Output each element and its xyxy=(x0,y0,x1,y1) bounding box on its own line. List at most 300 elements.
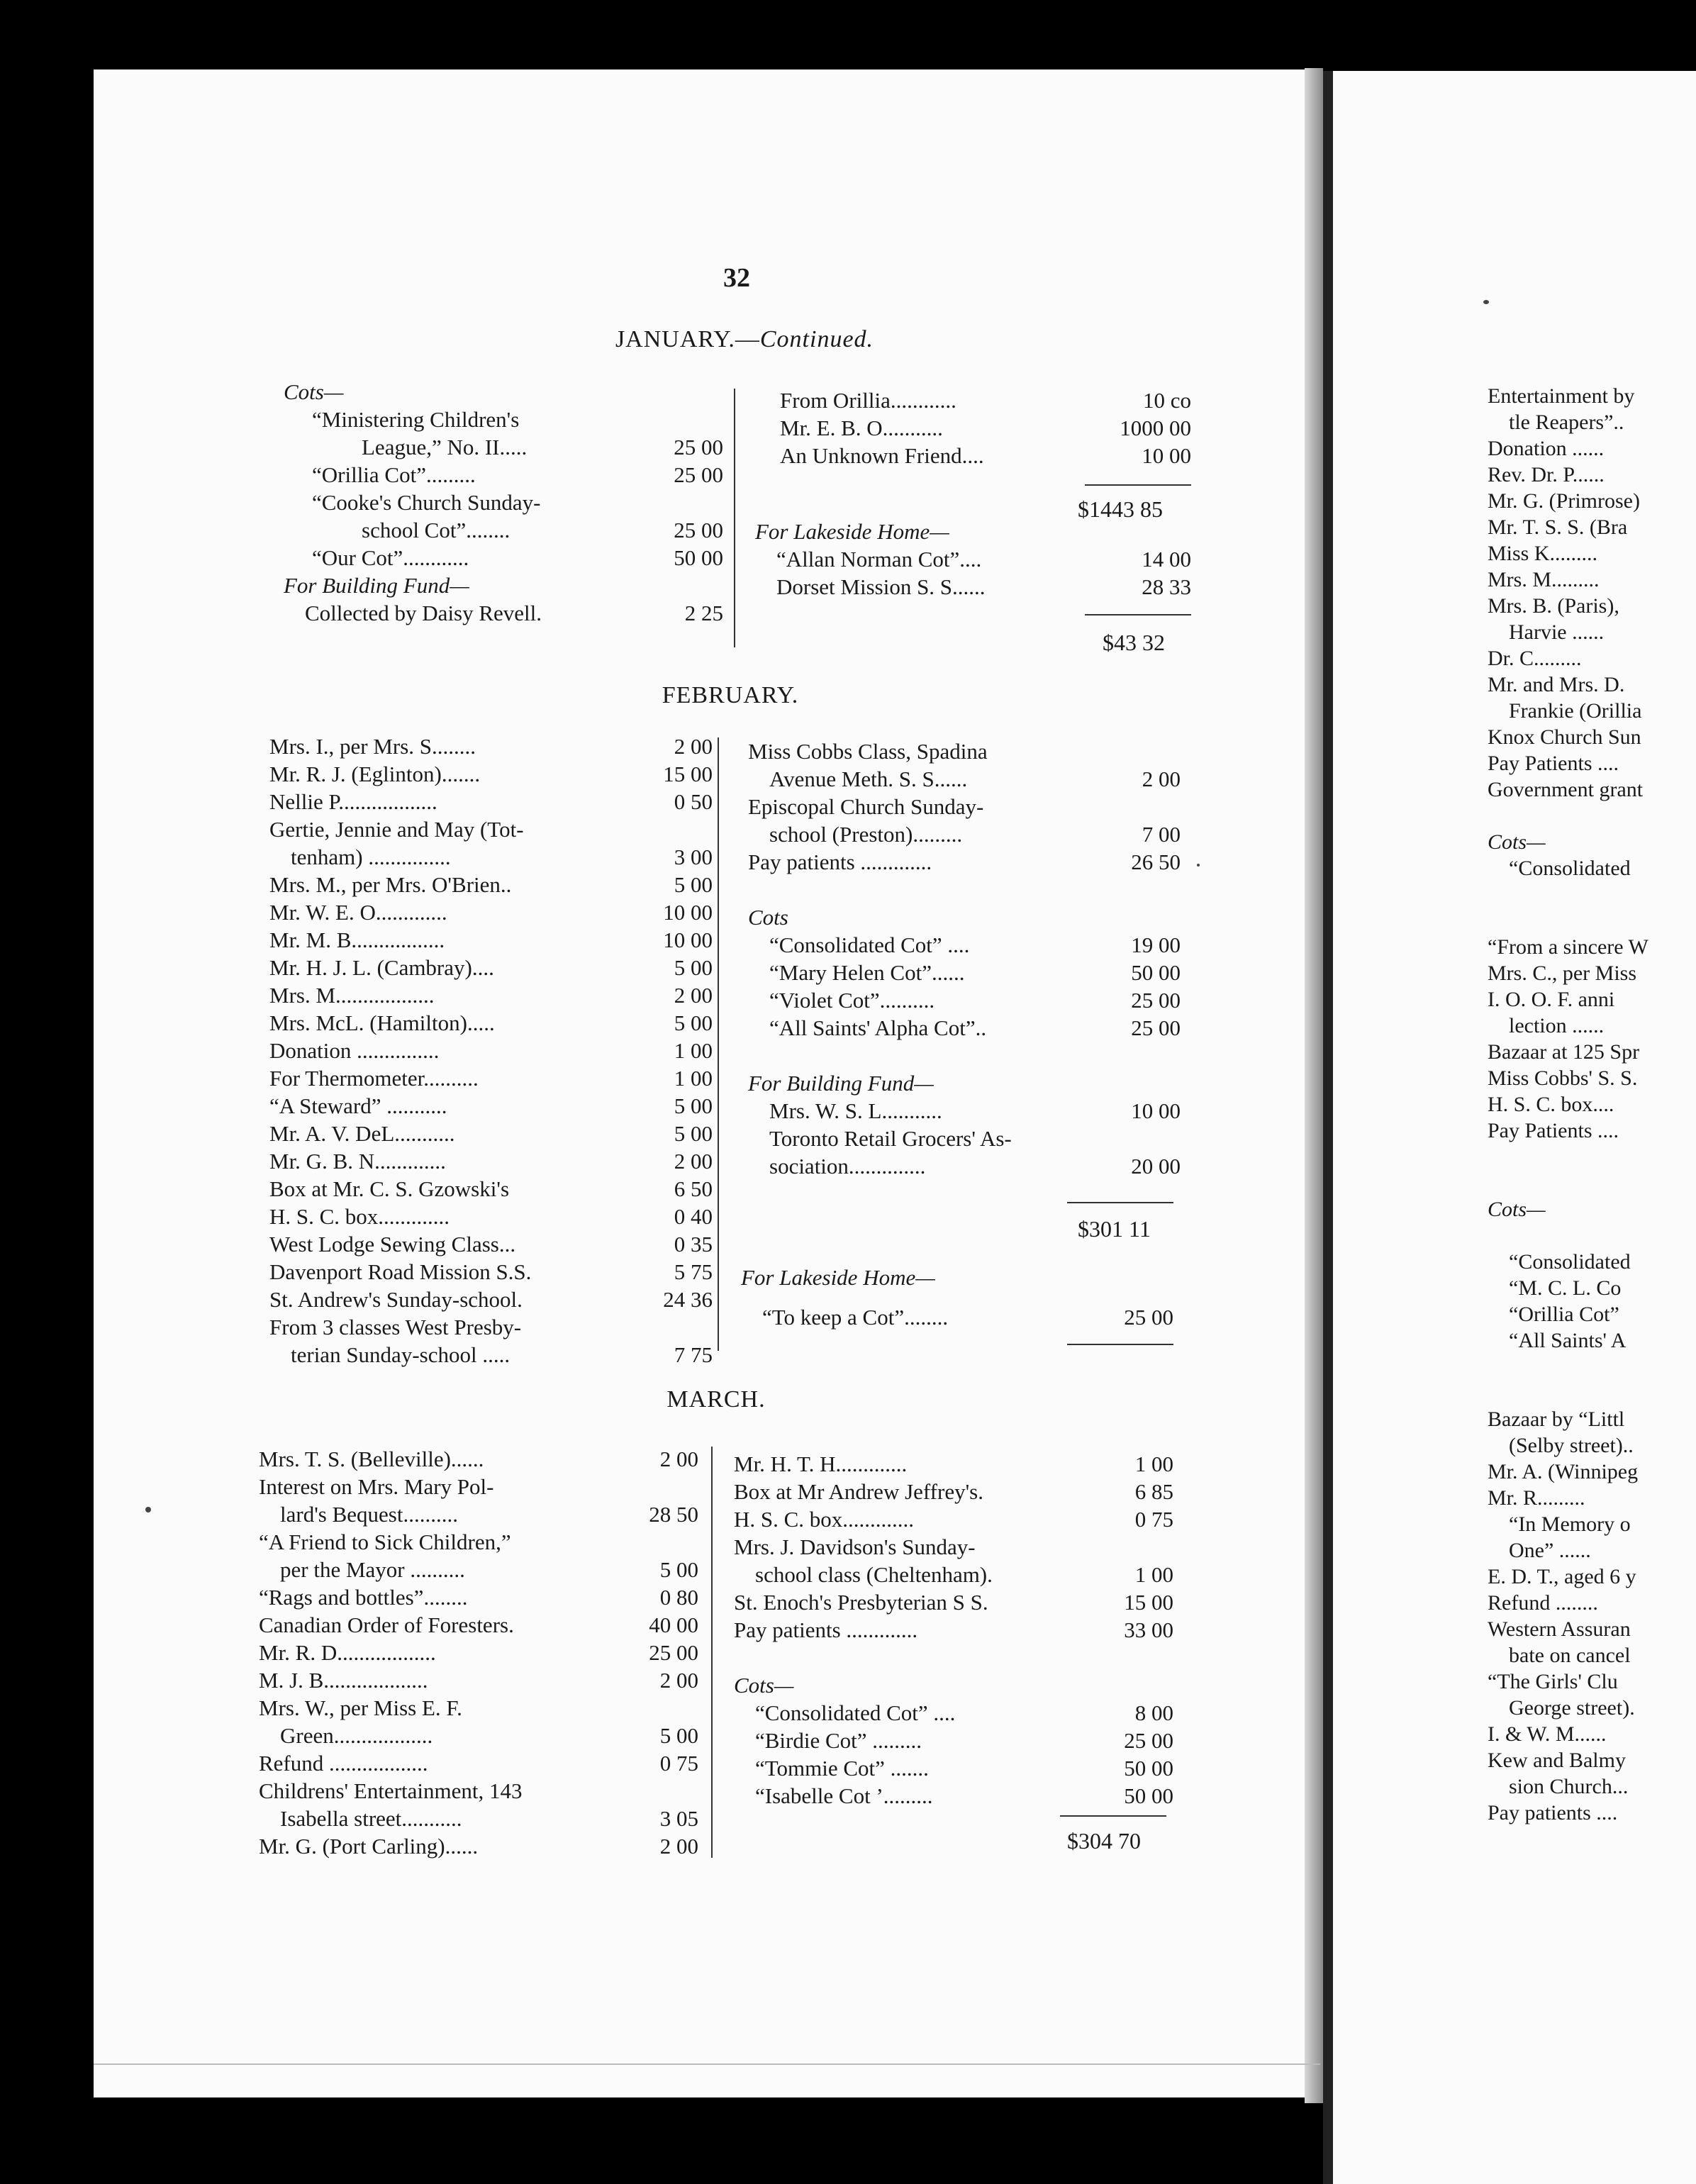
entry-label: “Violet Cot”.......... xyxy=(769,988,935,1013)
february-right-column xyxy=(748,737,1181,1180)
ledger-row xyxy=(259,1528,698,1556)
entry-label: “Mary Helen Cot”...... xyxy=(769,960,965,985)
entry-amount: 7 75 xyxy=(674,1342,713,1367)
entry-label: “Allan Norman Cot”.... xyxy=(776,547,982,572)
right-page-line xyxy=(1488,803,1696,829)
right-page-line xyxy=(1488,908,1696,934)
entry-label: tenham) ............... xyxy=(291,845,451,869)
entry-label: “Isabelle Cot ’......... xyxy=(755,1783,933,1808)
entry-label: From 3 classes West Presby- xyxy=(269,1315,522,1339)
entry-amount: 24 36 xyxy=(663,1287,713,1312)
entry-label: “To keep a Cot”........ xyxy=(762,1305,949,1330)
entry-label: Mrs. W. S. L........... xyxy=(769,1098,942,1123)
entry-amount: 1 00 xyxy=(674,1038,713,1063)
right-page-line: “From a sincere W xyxy=(1488,935,1648,959)
entry-amount: 25 00 xyxy=(674,518,723,542)
entry-label: From Orillia............ xyxy=(780,388,956,413)
entry-label: Collected by Daisy Revell. xyxy=(305,601,542,625)
right-page-line: Mrs. C., per Miss xyxy=(1488,962,1637,985)
ledger-row xyxy=(269,1092,713,1120)
entry-label: Cots— xyxy=(284,379,344,404)
right-page-line xyxy=(1488,881,1696,908)
ledger-row xyxy=(269,1341,713,1369)
entry-label: H. S. C. box............. xyxy=(269,1204,450,1229)
entry-label: For Building Fund— xyxy=(748,1071,934,1096)
ledger-row xyxy=(284,572,723,599)
page-number: 32 xyxy=(723,263,750,293)
entry-label: Mrs. McL. (Hamilton)..... xyxy=(269,1010,495,1035)
right-page-line: “The Girls' Clu xyxy=(1488,1670,1618,1693)
right-page-line: “Consolidated xyxy=(1509,857,1631,880)
entry-label: “Orillia Cot”......... xyxy=(312,462,476,487)
ledger-row xyxy=(259,1749,698,1777)
entry-label: “Birdie Cot” ......... xyxy=(755,1728,922,1753)
entry-label: Pay patients ............. xyxy=(748,849,932,874)
entry-amount: 50 00 xyxy=(1124,1756,1173,1781)
entry-amount: 25 00 xyxy=(674,462,723,487)
entry-amount: 25 00 xyxy=(674,435,723,459)
entry-amount: 50 00 xyxy=(674,545,723,570)
right-page-line: Mr. T. S. S. (Bra xyxy=(1488,516,1628,539)
entry-amount: 2 00 xyxy=(674,983,713,1008)
january-total-rule-2 xyxy=(1085,614,1191,615)
ledger-row xyxy=(284,433,723,461)
entry-amount: 20 00 xyxy=(1131,1154,1181,1179)
entry-amount: 5 00 xyxy=(674,1093,713,1118)
right-page-line: Harvie ...... xyxy=(1509,620,1605,644)
entry-label: St. Andrew's Sunday-school. xyxy=(269,1287,523,1312)
ledger-row xyxy=(259,1445,698,1473)
february-lakeside-heading: For Lakeside Home— xyxy=(741,1265,935,1290)
ledger-row xyxy=(259,1556,698,1583)
entry-label: Isabella street........... xyxy=(280,1806,462,1831)
entry-amount: 25 00 xyxy=(1131,988,1181,1013)
ledger-row xyxy=(734,1727,1173,1754)
entry-amount: 0 75 xyxy=(1134,1507,1173,1532)
speck-1 xyxy=(145,1507,151,1512)
entry-amount: 28 33 xyxy=(1142,574,1191,599)
right-page-line: Government grant xyxy=(1488,778,1644,801)
right-page-line: H. S. C. box.... xyxy=(1488,1093,1614,1116)
ledger-row xyxy=(269,1313,713,1341)
ledger-row xyxy=(748,1042,1181,1069)
heading-january-main: JANUARY.— xyxy=(615,326,760,352)
ledger-row xyxy=(269,898,713,926)
ledger-row xyxy=(748,765,1181,793)
right-page-line: Mr. and Mrs. D. xyxy=(1488,673,1625,696)
entry-label: sociation.............. xyxy=(769,1154,926,1179)
entry-amount: 5 00 xyxy=(674,1010,713,1035)
ledger-row xyxy=(259,1639,698,1666)
right-page-line: Mr. G. (Primrose) xyxy=(1488,489,1640,513)
right-page-line: Kew and Balmy xyxy=(1488,1749,1626,1772)
entry-label: Nellie P.................. xyxy=(269,789,437,814)
entry-label: Canadian Order of Foresters. xyxy=(259,1612,514,1637)
ledger-row xyxy=(734,1588,1173,1616)
right-page-line: One” ...... xyxy=(1509,1539,1591,1562)
right-page-line: “Orillia Cot” xyxy=(1509,1303,1619,1326)
speck-2 xyxy=(1483,300,1489,304)
entry-label: Mr. M. B................. xyxy=(269,927,445,952)
entry-label: “Rags and bottles”........ xyxy=(259,1585,468,1610)
ledger-row xyxy=(269,954,713,981)
book-gutter xyxy=(1323,71,1333,2184)
ledger-row xyxy=(259,1583,698,1611)
right-page-line: Donation ...... xyxy=(1488,437,1605,460)
ledger-row xyxy=(269,981,713,1009)
entry-label: H. S. C. box............. xyxy=(734,1507,915,1532)
right-page-line: lection ...... xyxy=(1509,1014,1605,1037)
entry-label: An Unknown Friend.... xyxy=(780,443,984,468)
entry-amount: 1 00 xyxy=(1134,1452,1173,1476)
right-page-line: “All Saints' A xyxy=(1509,1329,1627,1352)
entry-label: Mr. A. V. DeL........... xyxy=(269,1121,455,1146)
ledger-row xyxy=(734,1533,1173,1561)
right-page-line: “In Memory o xyxy=(1509,1512,1631,1536)
entry-amount: 2 00 xyxy=(674,734,713,759)
speck-3 xyxy=(1197,864,1200,867)
january-lakeside-column xyxy=(755,545,1191,601)
ledger-row xyxy=(269,843,713,871)
ledger-row xyxy=(748,1069,1181,1097)
ledger-row xyxy=(269,760,713,788)
january-divider xyxy=(734,389,735,647)
ledger-row xyxy=(741,1303,1173,1331)
ledger-row xyxy=(748,1125,1181,1152)
entry-amount: 10 co xyxy=(1142,388,1191,413)
entry-label: Miss Cobbs Class, Spadina xyxy=(748,739,988,764)
entry-amount: 40 00 xyxy=(649,1612,698,1637)
ledger-row xyxy=(259,1473,698,1500)
ledger-row xyxy=(269,926,713,954)
entry-label: Box at Mr Andrew Jeffrey's. xyxy=(734,1479,983,1504)
entry-label: Mr. E. B. O........... xyxy=(780,416,943,440)
ledger-row xyxy=(259,1694,698,1722)
entry-label: “A Friend to Sick Children,” xyxy=(259,1530,511,1554)
right-page-line: Western Assuran xyxy=(1488,1617,1631,1641)
ledger-row xyxy=(259,1666,698,1694)
january-total-2: $43 32 xyxy=(1103,630,1165,655)
entry-label: St. Enoch's Presbyterian S S. xyxy=(734,1590,988,1615)
february-total: $301 11 xyxy=(1078,1216,1151,1242)
ledger-row xyxy=(748,903,1181,931)
ledger-row xyxy=(755,573,1191,601)
entry-amount: 10 00 xyxy=(1142,443,1191,468)
ledger-row xyxy=(259,1722,698,1749)
right-page-line: bate on cancel xyxy=(1509,1644,1631,1667)
ledger-row xyxy=(259,1832,698,1860)
ledger-row xyxy=(748,931,1181,959)
entry-label: per the Mayor .......... xyxy=(280,1557,465,1582)
entry-label: “All Saints' Alpha Cot”.. xyxy=(769,1015,987,1040)
entry-label: West Lodge Sewing Class... xyxy=(269,1232,516,1257)
entry-amount: 8 00 xyxy=(1134,1700,1173,1725)
ledger-row xyxy=(269,1286,713,1313)
right-page-line: Pay Patients .... xyxy=(1488,1119,1619,1142)
entry-amount: 10 00 xyxy=(663,900,713,925)
entry-amount: 15 00 xyxy=(1124,1590,1173,1615)
entry-label: Mrs. M.................. xyxy=(269,983,435,1008)
entry-label: Mrs. M., per Mrs. O'Brien.. xyxy=(269,872,512,897)
ledger-row xyxy=(748,1152,1181,1180)
entry-label: school class (Cheltenham). xyxy=(755,1562,993,1587)
entry-amount: 7 00 xyxy=(1142,822,1181,847)
ledger-row xyxy=(734,1478,1173,1505)
february-lakeside-column xyxy=(741,1303,1173,1331)
march-divider xyxy=(711,1447,713,1858)
entry-amount: 0 35 xyxy=(674,1232,713,1257)
right-page-line: Frankie (Orillia xyxy=(1509,699,1642,723)
entry-label: For Thermometer.......... xyxy=(269,1066,479,1091)
entry-amount: 2 00 xyxy=(674,1149,713,1174)
entry-amount: 26 50 xyxy=(1131,849,1181,874)
march-total: $304 70 xyxy=(1067,1828,1141,1854)
ledger-row xyxy=(284,516,723,544)
entry-amount: 28 50 xyxy=(649,1502,698,1527)
right-page-line: Cots— xyxy=(1488,830,1546,854)
entry-amount: 2 00 xyxy=(659,1834,698,1859)
january-lakeside-heading: For Lakeside Home— xyxy=(755,519,949,544)
entry-label: Interest on Mrs. Mary Pol- xyxy=(259,1474,494,1499)
entry-label: Mr. H. T. H............. xyxy=(734,1452,908,1476)
entry-amount: 1 00 xyxy=(1134,1562,1173,1587)
ledger-row xyxy=(259,1611,698,1639)
ledger-row xyxy=(734,1782,1173,1810)
entry-label: Mr. G. (Port Carling)...... xyxy=(259,1834,479,1859)
ledger-row xyxy=(780,414,1191,442)
ledger-row xyxy=(734,1671,1173,1699)
ledger-row xyxy=(748,737,1181,765)
entry-label: Pay patients ............. xyxy=(734,1617,918,1642)
entry-amount: 5 00 xyxy=(659,1723,698,1748)
ledger-row xyxy=(259,1777,698,1805)
entry-amount: 25 00 xyxy=(1124,1305,1173,1330)
right-page-line: Rev. Dr. P...... xyxy=(1488,463,1605,486)
right-page-line xyxy=(1488,1222,1696,1249)
entry-label: terian Sunday-school ..... xyxy=(291,1342,511,1367)
entry-label: Box at Mr. C. S. Gzowski's xyxy=(269,1176,510,1201)
entry-label: “Consolidated Cot” .... xyxy=(755,1700,956,1725)
ledger-row xyxy=(734,1450,1173,1478)
entry-amount: 0 40 xyxy=(674,1204,713,1229)
right-page-line: Mrs. M......... xyxy=(1488,568,1600,591)
right-page-line: Bazaar at 125 Spr xyxy=(1488,1040,1640,1064)
right-page-column xyxy=(1488,383,1696,1826)
right-page-line: Mr. A. (Winnipeg xyxy=(1488,1460,1639,1483)
heading-january xyxy=(596,326,893,353)
entry-amount: 25 00 xyxy=(649,1640,698,1665)
heading-january-continued: Continued. xyxy=(759,326,874,352)
entry-label: lard's Bequest.......... xyxy=(280,1502,458,1527)
right-page-line: E. D. T., aged 6 y xyxy=(1488,1565,1636,1588)
entry-label: Cots— xyxy=(734,1673,794,1698)
right-page-line: sion Church... xyxy=(1509,1775,1629,1798)
ledger-row xyxy=(269,1230,713,1258)
heading-march: MARCH. xyxy=(666,1386,766,1413)
entry-label: Mrs. I., per Mrs. S........ xyxy=(269,734,476,759)
entry-amount: 33 00 xyxy=(1124,1617,1173,1642)
ledger-row xyxy=(269,1037,713,1064)
right-page-line: Mr. R......... xyxy=(1488,1486,1585,1510)
entry-label: school (Preston)......... xyxy=(769,822,963,847)
right-page-line: tle Reapers”.. xyxy=(1509,411,1624,434)
right-page-line: I. & W. M...... xyxy=(1488,1722,1607,1746)
ledger-row xyxy=(755,545,1191,573)
entry-label: Episcopal Church Sunday- xyxy=(748,794,984,819)
january-total-1: $1443 85 xyxy=(1078,496,1163,522)
entry-label: Gertie, Jennie and May (Tot- xyxy=(269,817,524,842)
right-page-line xyxy=(1488,1170,1696,1196)
entry-amount: 19 00 xyxy=(1131,932,1181,957)
march-right-column xyxy=(734,1450,1173,1810)
ledger-row xyxy=(259,1805,698,1832)
entry-label: Davenport Road Mission S.S. xyxy=(269,1259,532,1284)
entry-label: Cots xyxy=(748,905,788,930)
entry-label: “Consolidated Cot” .... xyxy=(769,932,970,957)
ledger-row xyxy=(748,848,1181,876)
february-lakeside-rule xyxy=(1067,1344,1173,1345)
ledger-row xyxy=(269,1009,713,1037)
right-page-line: Dr. C......... xyxy=(1488,647,1582,670)
entry-amount: 0 75 xyxy=(659,1751,698,1776)
entry-amount: 2 00 xyxy=(1142,767,1181,791)
entry-label: Green.................. xyxy=(280,1723,433,1748)
ledger-row xyxy=(269,815,713,843)
january-left-column xyxy=(284,378,723,627)
page-edge-shadow xyxy=(1305,68,1323,2103)
entry-amount: 5 75 xyxy=(674,1259,713,1284)
ledger-row xyxy=(748,986,1181,1014)
entry-label: school Cot”........ xyxy=(362,518,511,542)
entry-label: Mr. W. E. O............. xyxy=(269,900,447,925)
ledger-row xyxy=(748,793,1181,820)
right-page-line: Knox Church Sun xyxy=(1488,725,1641,749)
ledger-row xyxy=(734,1754,1173,1782)
ledger-row xyxy=(284,461,723,489)
entry-amount: 0 50 xyxy=(674,789,713,814)
right-page-line xyxy=(1488,1380,1696,1406)
entry-amount: 0 80 xyxy=(659,1585,698,1610)
right-page-line: (Selby street).. xyxy=(1509,1434,1634,1457)
right-page-line: Bazaar by “Littl xyxy=(1488,1408,1625,1431)
ledger-row xyxy=(748,820,1181,848)
ledger-row xyxy=(284,544,723,572)
entry-label: Mr. R. D.................. xyxy=(259,1640,436,1665)
right-page-line: Refund ........ xyxy=(1488,1591,1598,1615)
entry-label: League,” No. II..... xyxy=(362,435,528,459)
entry-amount: 5 00 xyxy=(674,1121,713,1146)
right-page-line: Miss Cobbs' S. S. xyxy=(1488,1066,1638,1090)
entry-amount: 3 05 xyxy=(659,1806,698,1831)
february-total-rule xyxy=(1067,1202,1173,1203)
ledger-row xyxy=(734,1644,1173,1671)
entry-amount: 5 00 xyxy=(659,1557,698,1582)
entry-amount: 2 00 xyxy=(659,1668,698,1693)
january-total-rule-1 xyxy=(1085,484,1191,486)
right-page-line: Mrs. B. (Paris), xyxy=(1488,594,1619,618)
entry-amount: 25 00 xyxy=(1124,1728,1173,1753)
entry-amount: 6 85 xyxy=(1134,1479,1173,1504)
right-page-line: “M. C. L. Co xyxy=(1509,1276,1622,1300)
entry-label: Toronto Retail Grocers' As- xyxy=(769,1126,1012,1151)
ledger-row xyxy=(269,1120,713,1147)
right-page-line: Cots— xyxy=(1488,1198,1546,1221)
right-page-line: Pay Patients .... xyxy=(1488,752,1619,775)
ledger-row xyxy=(734,1505,1173,1533)
right-page-line: “Consolidated xyxy=(1509,1250,1631,1274)
ledger-row xyxy=(269,788,713,815)
page-bottom-edge xyxy=(94,2063,1320,2065)
entry-amount: 10 00 xyxy=(1131,1098,1181,1123)
entry-label: “Ministering Children's xyxy=(312,407,520,432)
ledger-row xyxy=(269,1064,713,1092)
right-page-line xyxy=(1488,1354,1696,1380)
entry-label: Childrens' Entertainment, 143 xyxy=(259,1778,523,1803)
ledger-row xyxy=(748,1014,1181,1042)
entry-label: Mrs. J. Davidson's Sunday- xyxy=(734,1534,976,1559)
ledger-row xyxy=(780,386,1191,414)
february-divider xyxy=(718,737,719,1351)
right-page-line: Pay patients .... xyxy=(1488,1801,1618,1824)
ledger-row xyxy=(269,1175,713,1203)
right-page-line: Entertainment by xyxy=(1488,384,1635,408)
entry-label: “Our Cot”............ xyxy=(312,545,469,570)
entry-amount: 10 00 xyxy=(663,927,713,952)
ledger-row xyxy=(259,1500,698,1528)
ledger-row xyxy=(748,959,1181,986)
entry-amount: 5 00 xyxy=(674,955,713,980)
entry-label: Avenue Meth. S. S...... xyxy=(769,767,968,791)
ledger-row xyxy=(780,442,1191,469)
heading-february: FEBRUARY. xyxy=(662,682,799,708)
ledger-row xyxy=(284,599,723,627)
entry-label: “A Steward” ........... xyxy=(269,1093,447,1118)
entry-amount: 25 00 xyxy=(1131,1015,1181,1040)
entry-label: Donation ............... xyxy=(269,1038,440,1063)
entry-label: “Tommie Cot” ....... xyxy=(755,1756,929,1781)
ledger-row xyxy=(284,378,723,406)
entry-amount: 5 00 xyxy=(674,872,713,897)
ledger-row xyxy=(748,876,1181,903)
entry-amount: 2 00 xyxy=(659,1447,698,1471)
ledger-row xyxy=(734,1699,1173,1727)
ledger-row xyxy=(748,1097,1181,1125)
entry-amount: 14 00 xyxy=(1142,547,1191,572)
entry-amount: 3 00 xyxy=(674,845,713,869)
ledger-row xyxy=(269,1147,713,1175)
ledger-row xyxy=(284,406,723,433)
february-left-column xyxy=(269,732,713,1369)
right-page-line: Miss K......... xyxy=(1488,542,1598,565)
ledger-row xyxy=(269,732,713,760)
ledger-row xyxy=(734,1561,1173,1588)
entry-amount: 2 25 xyxy=(684,601,723,625)
entry-amount: 50 00 xyxy=(1131,960,1181,985)
entry-amount: 15 00 xyxy=(663,762,713,786)
right-page-line: George street). xyxy=(1509,1696,1635,1720)
entry-label: Dorset Mission S. S...... xyxy=(776,574,986,599)
right-page-line xyxy=(1488,1144,1696,1170)
entry-amount: 50 00 xyxy=(1124,1783,1173,1808)
ledger-row xyxy=(284,489,723,516)
ledger-row xyxy=(269,871,713,898)
ledger-row xyxy=(269,1258,713,1286)
january-right-column xyxy=(780,386,1191,469)
entry-label: Refund .................. xyxy=(259,1751,428,1776)
march-total-rule xyxy=(1060,1815,1166,1817)
entry-label: Mr. R. J. (Eglinton)....... xyxy=(269,762,481,786)
entry-amount: 1000 00 xyxy=(1120,416,1191,440)
